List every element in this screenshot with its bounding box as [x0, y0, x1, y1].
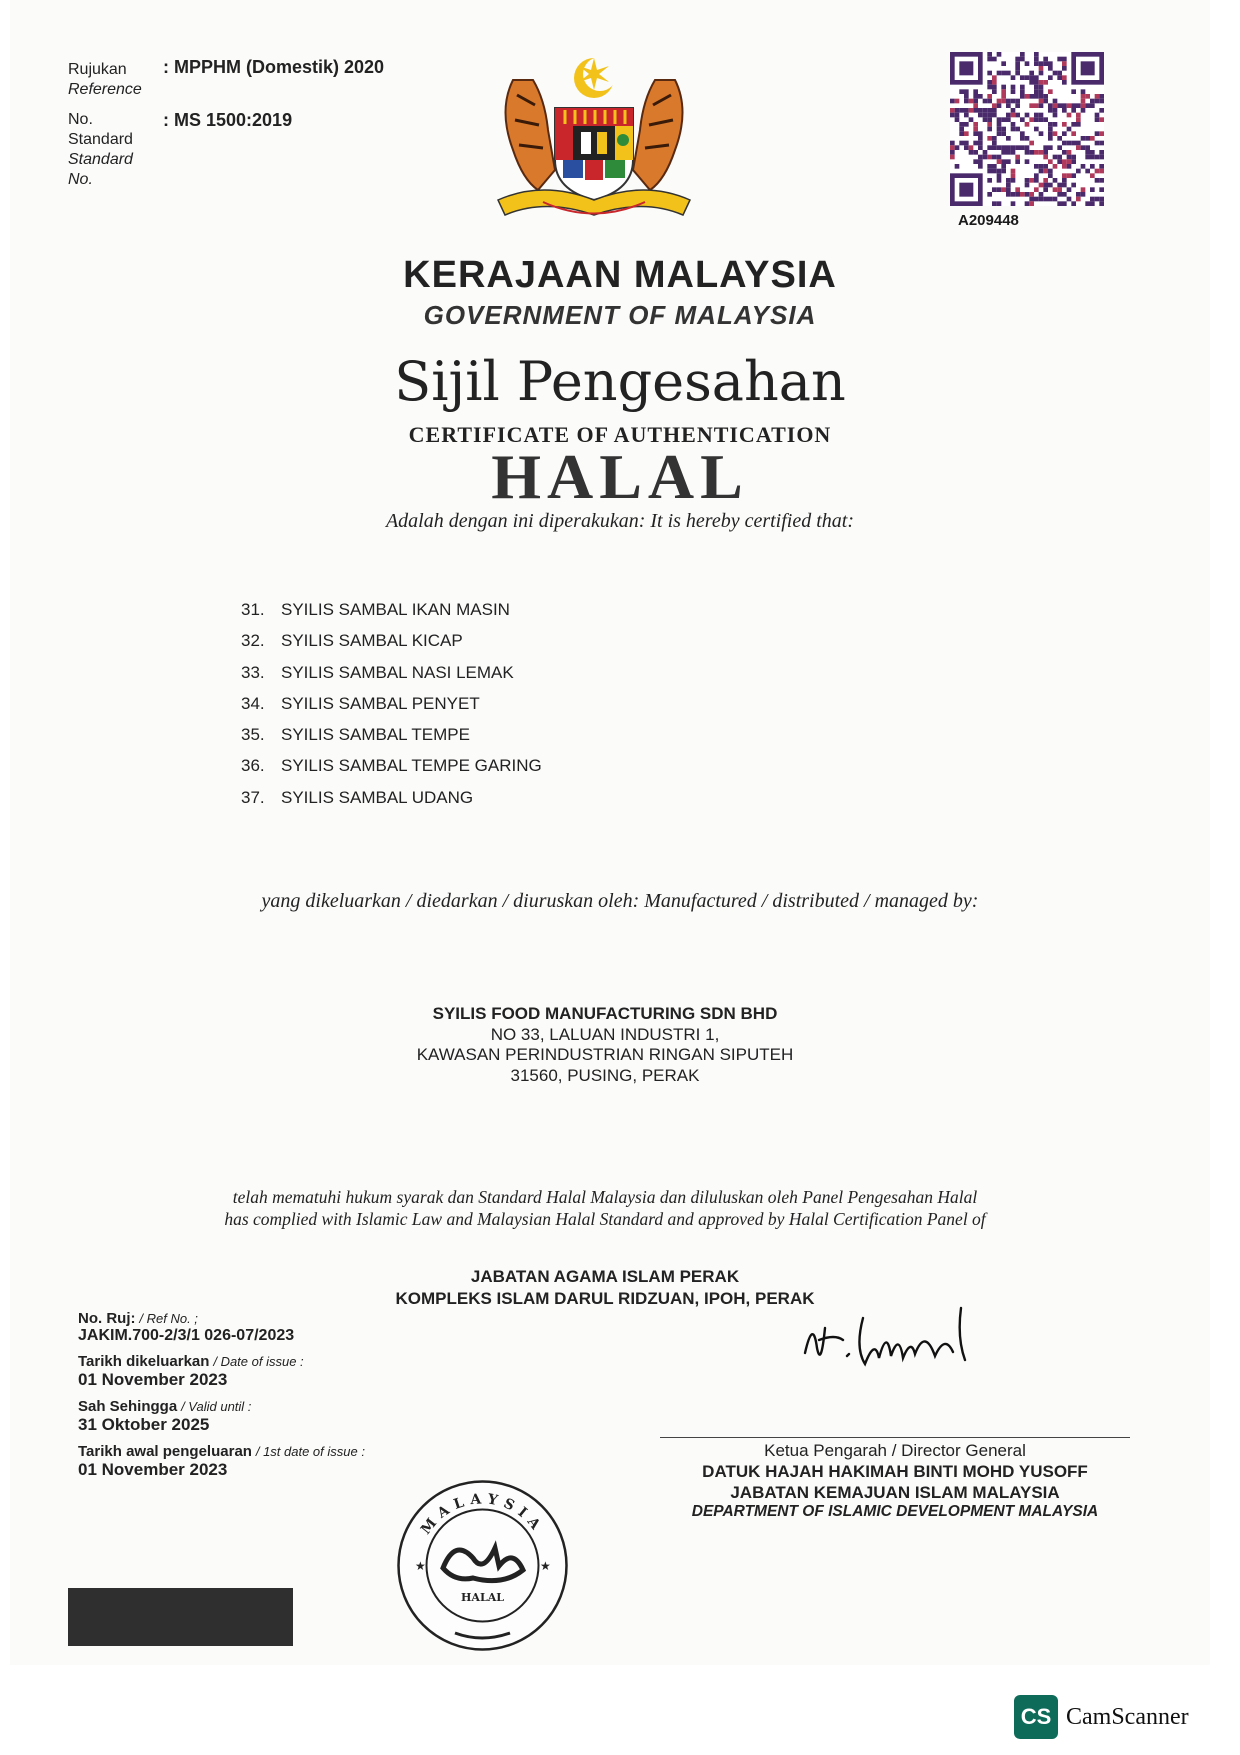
- certifying-authority: JABATAN AGAMA ISLAM PERAK KOMPLEKS ISLAM DARUL RIDZUAN, IPOH, PERAK: [395, 1267, 815, 1308]
- camscanner-icon: CS: [1014, 1695, 1058, 1739]
- first-issue-value: 01 November 2023: [78, 1460, 228, 1479]
- valid-until-label: Sah Sehingga / Valid until :: [78, 1398, 252, 1415]
- government-title-english: GOVERNMENT OF MALAYSIA: [423, 300, 817, 330]
- first-issue-label: Tarikh awal pengeluaran / 1st date of issue :: [78, 1443, 365, 1460]
- director-block: [660, 1441, 1130, 1521]
- manufactured-by-statement: yang dikeluarkan / diedarkan / diuruskan oleh: Manufactured / distributed / managed by:: [261, 890, 979, 912]
- standard-value: : MS 1500:2019: [163, 110, 293, 130]
- director-dept-english: DEPARTMENT OF ISLAMIC DEVELOPMENT MALAYSIA: [691, 1503, 1099, 1520]
- certified-statement: Adalah dengan ini diperakukan: It is hereby certified that:: [385, 510, 855, 532]
- ref-no-label: No. Ruj: / Ref No. ;: [78, 1310, 198, 1327]
- certificate-title-english: CERTIFICATE OF AUTHENTICATION: [408, 422, 832, 447]
- standard-no-label: No. Standard Standard No.: [68, 111, 133, 188]
- list-item: 37. SYILIS SAMBAL UDANG: [241, 787, 474, 807]
- qr-code[interactable]: [950, 52, 1104, 206]
- compliance-statement: telah mematuhi hukum syarak dan Standard Halal Malaysia dan diluluskan oleh Panel Pengesahan Halal has complied with Islamic Law and Malaysian Halal Standard and approved by Halal Certification Panel of: [224, 1187, 986, 1229]
- camscanner-label: CamScanner: [1066, 1703, 1189, 1730]
- director-signature: [795, 1298, 995, 1378]
- list-item: 33. SYILIS SAMBAL NASI LEMAK: [241, 662, 514, 682]
- camscanner-watermark: [1014, 1695, 1189, 1739]
- halal-seal-logo: [395, 1478, 570, 1653]
- rujukan-value: : MPPHM (Domestik) 2020: [163, 57, 385, 77]
- sijil-pengesahan-title: Sijil Pengesahan: [394, 350, 846, 413]
- list-item: 32. SYILIS SAMBAL KICAP: [241, 631, 463, 651]
- rujukan-label: Rujukan Reference: [68, 61, 142, 98]
- director-name: DATUK HAJAH HAKIMAH BINTI MOHD YUSOFF: [702, 1462, 1088, 1481]
- company-address: SYILIS FOOD MANUFACTURING SDN BHD NO 33, LALUAN INDUSTRI 1, KAWASAN PERINDUSTRIAN RINGAN SIPUTEH 31560, PUSING, PERAK: [0, 1004, 1210, 1086]
- list-item: 36. SYILIS SAMBAL TEMPE GARING: [241, 756, 542, 776]
- certificate-details: [78, 1310, 365, 1488]
- issue-date-label: Tarikh dikeluarkan / Date of issue :: [78, 1353, 304, 1370]
- svg-text:★: ★: [540, 1559, 551, 1573]
- qr-serial: A209448: [958, 212, 1019, 229]
- company-name: SYILIS FOOD MANUFACTURING SDN BHD: [432, 1004, 778, 1023]
- director-dept-malay: JABATAN KEMAJUAN ISLAM MALAYSIA: [730, 1483, 1060, 1502]
- list-item: 35. SYILIS SAMBAL TEMPE: [241, 725, 470, 745]
- government-title-malay: KERAJAAN MALAYSIA: [403, 254, 837, 296]
- product-list: [241, 600, 542, 819]
- svg-text:★: ★: [415, 1559, 426, 1573]
- director-role: Ketua Pengarah / Director General: [764, 1441, 1026, 1460]
- svg-text:HALAL: HALAL: [461, 1591, 504, 1604]
- issue-date-value: 01 November 2023: [78, 1370, 228, 1389]
- halal-title: HALAL: [491, 441, 749, 512]
- svg-text:MALAYSIA: MALAYSIA: [418, 1491, 547, 1538]
- redaction-bar: [68, 1588, 293, 1646]
- ref-no-value: JAKIM.700-2/3/1 026-07/2023: [78, 1327, 295, 1344]
- list-item: 31. SYILIS SAMBAL IKAN MASIN: [241, 600, 510, 619]
- malaysia-coat-of-arms-emblem: [483, 50, 705, 220]
- list-item: 34. SYILIS SAMBAL PENYET: [241, 693, 480, 713]
- valid-until-value: 31 Oktober 2025: [78, 1415, 210, 1434]
- signature-line: [660, 1437, 1130, 1438]
